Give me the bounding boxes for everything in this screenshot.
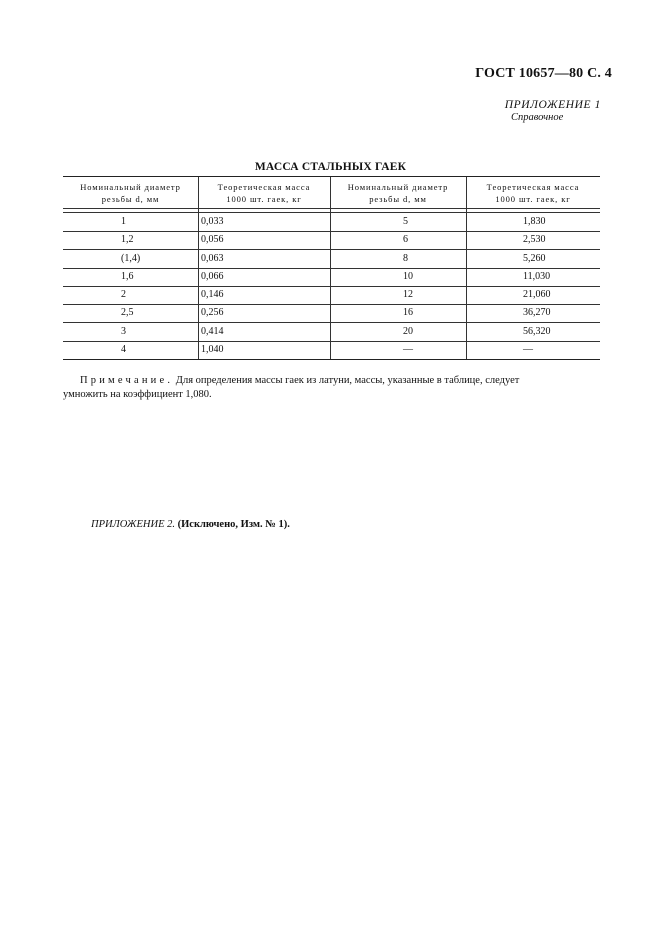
table-cell: — [403, 343, 413, 355]
appendix-1-title: ПРИЛОЖЕНИЕ 1 [504, 99, 601, 111]
table-cell: (1,4) [121, 252, 141, 264]
table-cell: 8 [403, 252, 408, 264]
table-cell: 1,2 [121, 234, 134, 246]
appendix-2-text: (Исключено, Изм. № 1). [175, 519, 290, 530]
document-reference: ГОСТ 10657—80 С. 4 [475, 66, 612, 81]
header-cell-mass-1: Теоретическая масса 1000 шт. гаек, кг [217, 182, 311, 204]
table-cell: 3 [121, 325, 126, 337]
table-cell: 16 [403, 307, 413, 319]
table-cell: 21,060 [523, 289, 551, 300]
table-title: МАССА СТАЛЬНЫХ ГАЕК [254, 161, 407, 173]
table-row [63, 268, 600, 287]
table-cell: 0,063 [201, 252, 224, 264]
note-continuation: умножить на коэффициент 1,080. [63, 389, 212, 400]
table-cell: 1,830 [523, 216, 546, 227]
table-cell: 0,414 [201, 325, 224, 337]
table-row [63, 341, 600, 359]
table-cell: 1,6 [121, 270, 134, 282]
table-cell: 6 [403, 234, 408, 246]
appendix-2 [91, 519, 290, 530]
note-label: Примечание. [80, 375, 174, 386]
table-cell: 2,530 [523, 234, 546, 246]
table-row [63, 231, 600, 250]
table-cell: 10 [403, 270, 413, 282]
table-cell: 5 [403, 216, 408, 227]
table-cell: 2,5 [121, 307, 134, 319]
table-note [80, 374, 600, 388]
table-cell: 1,040 [201, 343, 224, 355]
table-cell: 11,030 [523, 270, 551, 282]
table-row [63, 286, 600, 305]
header-cell-diameter-2: Номинальный диаметр резьбы d, мм [347, 182, 449, 204]
table-cell: 20 [403, 325, 413, 337]
steel-nut-mass-table [63, 176, 600, 360]
appendix-1-subtitle: Справочное [511, 112, 564, 123]
table-cell: 0,256 [201, 307, 224, 319]
table-row [63, 323, 600, 342]
table-row [63, 250, 600, 269]
table-row [63, 304, 600, 323]
table-cell: 5,260 [523, 252, 546, 264]
table-cell: 0,056 [201, 234, 224, 246]
table-cell: 56,320 [523, 325, 551, 337]
table-cell: 1 [121, 216, 126, 227]
table-cell: 4 [121, 343, 126, 355]
table-row [63, 213, 600, 232]
table-cell: 36,270 [523, 307, 551, 319]
header-cell-mass-2: Теоретическая масса 1000 шт. гаек, кг [486, 182, 580, 204]
table-cell: 2 [121, 289, 126, 300]
table-cell: 0,066 [201, 270, 224, 282]
note-text: Для определения массы гаек из латуни, массы, указанные в таблице, следует [173, 375, 520, 386]
header-cell-diameter-1: Номинальный диаметр резьбы d, мм [80, 182, 181, 204]
appendix-2-label: ПРИЛОЖЕНИЕ 2. [91, 519, 175, 530]
table-cell: 0,146 [201, 289, 224, 300]
table-cell: 12 [403, 289, 413, 300]
table-cell: — [523, 343, 533, 355]
table-cell: 0,033 [201, 216, 224, 227]
header-divider [63, 208, 600, 209]
